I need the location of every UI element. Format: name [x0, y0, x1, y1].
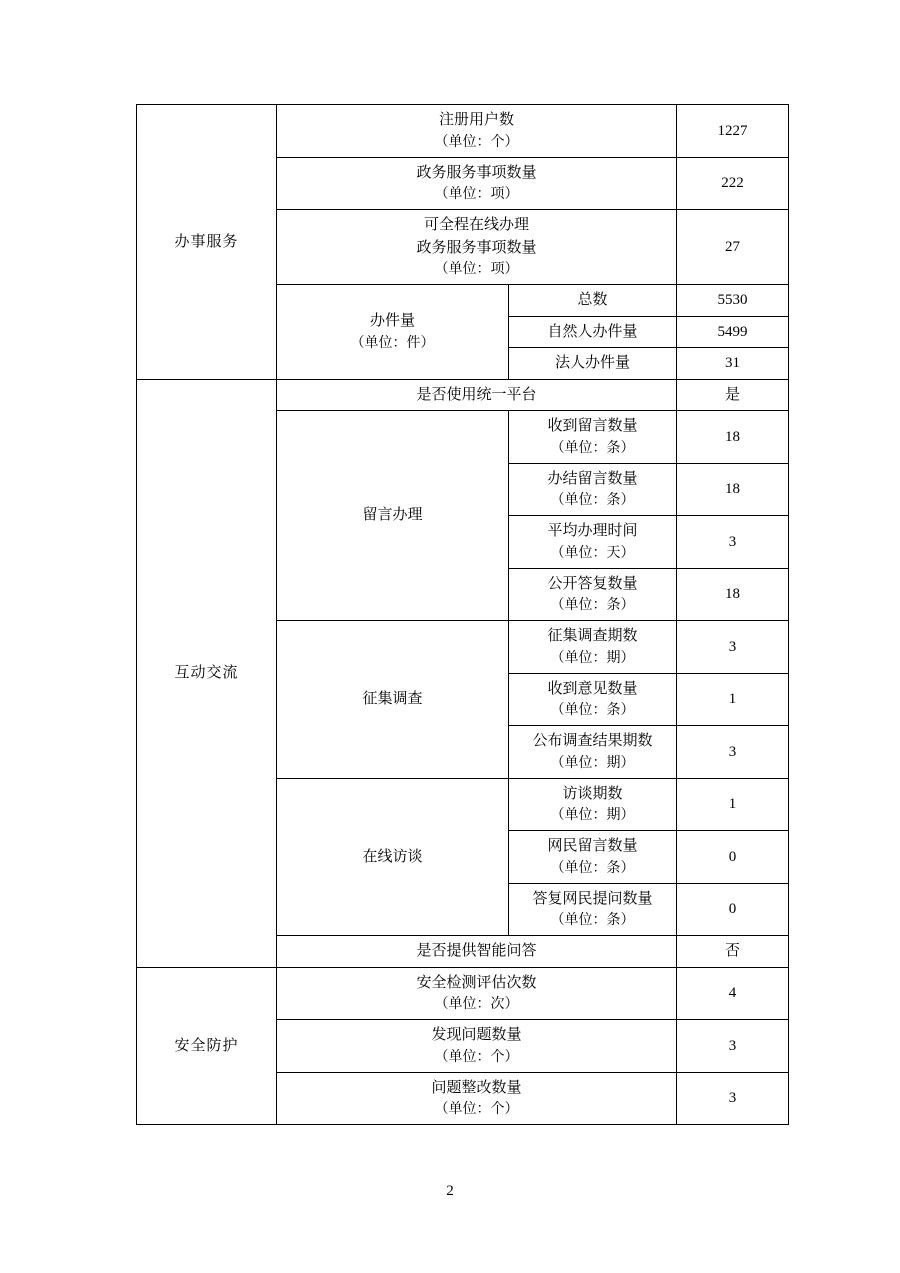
category-anquan-fanghu: 安全防护: [137, 967, 277, 1125]
label-unit: （单位：期）: [550, 808, 635, 823]
row-label-smart-qa: 是否提供智能问答: [277, 936, 677, 968]
label-text: 网民留言数量: [547, 838, 638, 854]
category-banshi-fuwu: 办事服务: [137, 105, 277, 380]
label-unit: （单位：条）: [550, 493, 635, 508]
label-unit: （单位：条）: [550, 860, 635, 876]
label-text: 访谈期数: [562, 785, 623, 802]
sub-label-survey-count: [509, 621, 677, 674]
value-smart-qa: 否: [677, 936, 789, 968]
sub-label-legal-person: 法人办件量: [509, 348, 677, 380]
value-legal-person: 31: [677, 348, 789, 380]
label-unit: （单位：条）: [550, 598, 635, 613]
table-row: [137, 379, 789, 411]
value-survey-count: 3: [677, 621, 789, 674]
label-unit: （单位：个）: [434, 1049, 519, 1065]
label-unit: （单位：项）: [434, 187, 519, 202]
value-unified-platform: 是: [677, 379, 789, 411]
sub-label-messages-received: [509, 411, 677, 464]
value-registered-users: 1227: [677, 105, 789, 158]
sub-label-interview-count: [509, 778, 677, 831]
sub-label-results-published: [509, 726, 677, 779]
label-unit: （单位：条）: [550, 440, 635, 456]
label-text: 办件量: [369, 313, 415, 329]
value-issues-fixed: 3: [677, 1072, 789, 1125]
label-text: 收到意见数量: [547, 680, 638, 697]
label-text: 安全检测评估次数: [416, 974, 537, 991]
label-text: 问题整改数量: [431, 1079, 522, 1096]
row-label-issues-found: [277, 1020, 677, 1073]
label-unit: （单位：次）: [434, 997, 519, 1012]
row-label-online-interview: 在线访谈: [277, 778, 509, 936]
sub-label-total: 总数: [509, 285, 677, 317]
sub-label-average-time: [509, 516, 677, 569]
value-issues-found: 3: [677, 1020, 789, 1073]
label-text: 答复网民提问数量: [532, 890, 653, 907]
row-label-message-handling: 留言办理: [277, 411, 509, 621]
report-table-container: [136, 104, 788, 1125]
label-text: 公开答复数量: [547, 575, 638, 592]
label-unit: （单位：条）: [550, 703, 635, 718]
value-interview-count: 1: [677, 778, 789, 831]
label-unit: （单位：期）: [550, 755, 635, 771]
value-natural-person: 5499: [677, 316, 789, 348]
label-unit: （单位：项）: [434, 262, 519, 277]
row-label-handled-cases: [277, 285, 509, 380]
label-text: 平均办理时间: [547, 523, 638, 539]
value-results-published: 3: [677, 726, 789, 779]
label-text: 公布调查结果期数: [532, 733, 653, 749]
value-messages-completed: 18: [677, 463, 789, 516]
value-opinions-received: 1: [677, 673, 789, 726]
row-label-security-assessments: [277, 967, 677, 1020]
row-label-issues-fixed: [277, 1072, 677, 1125]
sub-label-opinions-received: [509, 673, 677, 726]
label-unit: （单位：个）: [434, 1102, 519, 1117]
value-online-service-items: 27: [677, 210, 789, 285]
label-text-line1: 可全程在线办理: [423, 217, 529, 233]
row-label-online-service-items: [277, 210, 677, 285]
row-label-survey: 征集调查: [277, 621, 509, 779]
value-total: 5530: [677, 285, 789, 317]
value-service-items: 222: [677, 157, 789, 210]
label-unit: （单位：期）: [550, 650, 635, 666]
sub-label-netizen-messages: [509, 831, 677, 884]
government-website-report-table: [136, 104, 789, 1125]
page-number: 2: [446, 1183, 454, 1199]
sub-label-netizen-replies: [509, 883, 677, 936]
label-text: 收到留言数量: [547, 418, 638, 434]
value-average-time: 3: [677, 516, 789, 569]
sub-label-natural-person: 自然人办件量: [509, 316, 677, 348]
label-text: 政务服务事项数量: [416, 164, 537, 181]
label-text-line2: 政务服务事项数量: [416, 239, 537, 256]
label-unit: （单位：个）: [434, 134, 519, 150]
label-unit: （单位：天）: [550, 545, 635, 561]
sub-label-public-replies: [509, 568, 677, 621]
sub-label-messages-completed: [509, 463, 677, 516]
label-unit: （单位：件）: [350, 335, 435, 351]
table-row: [137, 967, 789, 1020]
label-text: 征集调查期数: [547, 628, 638, 644]
row-label-service-items: [277, 157, 677, 210]
label-unit: （单位：条）: [550, 913, 635, 928]
label-text: 发现问题数量: [431, 1027, 522, 1043]
label-text: 注册用户数: [438, 112, 514, 128]
value-public-replies: 18: [677, 568, 789, 621]
table-row: [137, 105, 789, 158]
value-messages-received: 18: [677, 411, 789, 464]
row-label-registered-users: [277, 105, 677, 158]
row-label-unified-platform: 是否使用统一平台: [277, 379, 677, 411]
value-security-assessments: 4: [677, 967, 789, 1020]
value-netizen-replies: 0: [677, 883, 789, 936]
value-netizen-messages: 0: [677, 831, 789, 884]
category-hudong-jiaoliu: 互动交流: [137, 379, 277, 967]
label-text: 办结留言数量: [547, 470, 638, 487]
